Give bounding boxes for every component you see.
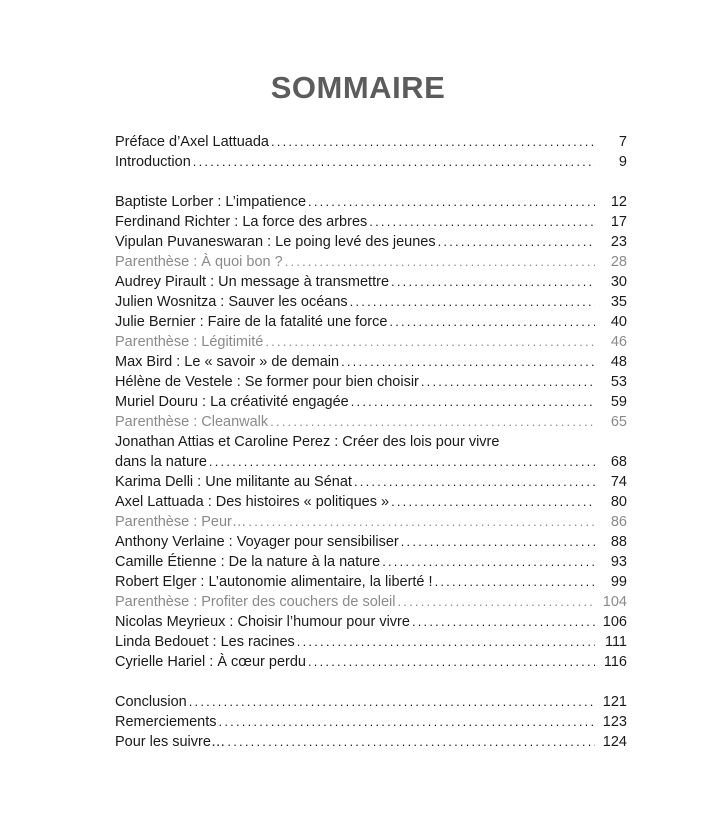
toc-entry[interactable]	[115, 632, 627, 652]
dot-leader	[297, 632, 595, 652]
dot-leader	[341, 352, 595, 372]
toc-entry-page: 23	[610, 234, 627, 250]
toc-entry-label: Robert Elger : L’autonomie alimentaire, la liberté !	[115, 574, 433, 590]
dot-leader	[248, 512, 595, 532]
toc-entry-page: 80	[610, 494, 627, 510]
dot-leader	[285, 252, 595, 272]
dot-leader	[401, 532, 595, 552]
toc-entry-parenthese[interactable]	[115, 592, 627, 612]
toc-entry-label: Karima Delli : Une militante au Sénat	[115, 474, 352, 490]
toc-entry-page: 88	[610, 534, 627, 550]
toc-entry[interactable]	[115, 292, 627, 312]
toc-entry-label: Vipulan Puvaneswaran : Le poing levé des jeunes	[115, 234, 436, 250]
toc-entry-parenthese[interactable]	[115, 412, 627, 432]
dot-leader	[412, 612, 595, 632]
toc-entry-page: 68	[610, 454, 627, 470]
dot-leader	[270, 412, 595, 432]
dot-leader	[350, 292, 595, 312]
dot-leader	[354, 472, 595, 492]
toc-entry-label: dans la nature	[115, 454, 207, 470]
toc-entry-page: 93	[610, 554, 627, 570]
toc-entry-label: Parenthèse : À quoi bon ?	[115, 254, 283, 270]
toc-entry-label: Ferdinand Richter : La force des arbres	[115, 214, 368, 230]
toc-entry-parenthese[interactable]	[115, 252, 627, 272]
toc-entry[interactable]	[115, 612, 627, 632]
toc-entry[interactable]	[115, 312, 627, 332]
toc-entry-label-line1: Jonathan Attias et Caroline Perez : Créer des lois pour vivre	[115, 434, 500, 450]
toc-entry-preface[interactable]	[115, 132, 627, 152]
toc-entry-label: Conclusion	[115, 694, 187, 710]
dot-leader	[369, 212, 595, 232]
section-gap	[115, 672, 627, 692]
dot-leader	[397, 592, 595, 612]
dot-leader	[351, 392, 595, 412]
toc-entry-label: Max Bird : Le « savoir » de demain	[115, 354, 340, 370]
dot-leader	[421, 372, 595, 392]
toc-entry-page: 53	[610, 374, 627, 390]
toc-entry-label: Parenthèse : Profiter des couchers de soleil	[115, 594, 396, 610]
toc-entry-page: 74	[610, 474, 627, 490]
dot-leader	[308, 192, 595, 212]
toc-entry-page: 106	[602, 614, 627, 630]
toc-entry-conclusion[interactable]	[115, 692, 627, 712]
toc-entry-two-line[interactable]	[115, 432, 627, 472]
dot-leader	[438, 232, 595, 252]
toc-entry[interactable]	[115, 392, 627, 412]
toc-entry[interactable]	[115, 192, 627, 212]
toc-entry-label: Linda Bedouet : Les racines	[115, 634, 295, 650]
toc-entry-label: Pour les suivre…	[115, 734, 226, 750]
toc-entry-introduction[interactable]	[115, 152, 627, 172]
toc-entry-page: 99	[610, 574, 627, 590]
dot-leader	[391, 272, 595, 292]
page-title: SOMMAIRE	[270, 70, 446, 105]
toc-entry[interactable]	[115, 572, 627, 592]
toc-entry-label: Anthony Verlaine : Voyager pour sensibiliser	[115, 534, 399, 550]
toc-entry[interactable]	[115, 232, 627, 252]
toc-entry-page: 17	[610, 214, 627, 230]
toc-entry[interactable]	[115, 272, 627, 292]
toc-entry-label: Préface d’Axel Lattuada	[115, 134, 269, 150]
dot-leader	[227, 732, 595, 752]
toc-entry-page: 121	[602, 694, 627, 710]
toc-entry[interactable]	[115, 492, 627, 512]
toc-entry[interactable]	[115, 212, 627, 232]
toc-entry-page: 28	[610, 254, 627, 270]
toc-entry-label: Introduction	[115, 154, 191, 170]
dot-leader	[389, 312, 595, 332]
toc-entry-page: 86	[610, 514, 627, 530]
toc-entry-page: 7	[618, 134, 627, 150]
toc-entry-page: 104	[602, 594, 627, 610]
toc-entry-label: Nicolas Meyrieux : Choisir l’humour pour vivre	[115, 614, 410, 630]
toc-entry-parenthese[interactable]	[115, 332, 627, 352]
toc-entry[interactable]	[115, 652, 627, 672]
toc-entry-page: 116	[603, 654, 627, 670]
toc-entry-page: 59	[610, 394, 627, 410]
toc-entry-line2	[115, 452, 627, 472]
toc-entry-parenthese[interactable]	[115, 512, 627, 532]
toc-entry-label: Camille Étienne : De la nature à la nature	[115, 554, 381, 570]
dot-leader	[435, 572, 595, 592]
toc-entry-label: Audrey Pirault : Un message à transmettre	[115, 274, 390, 290]
toc-entry-pour-les-suivre[interactable]	[115, 732, 627, 752]
toc-entry[interactable]	[115, 532, 627, 552]
toc-entry[interactable]	[115, 352, 627, 372]
toc-entry[interactable]	[115, 372, 627, 392]
toc-entry-page: 111	[604, 634, 627, 650]
toc-entry-page: 48	[610, 354, 627, 370]
dot-leader	[265, 332, 595, 352]
dot-leader	[193, 152, 595, 172]
toc-entry-label: Remerciements	[115, 714, 217, 730]
toc-entry-page: 124	[602, 734, 627, 750]
dot-leader	[391, 492, 595, 512]
toc-entry-page: 46	[610, 334, 627, 350]
toc-entry-label: Baptiste Lorber : L’impatience	[115, 194, 307, 210]
toc-entry[interactable]	[115, 552, 627, 572]
toc-entry-label: Axel Lattuada : Des histoires « politiques »	[115, 494, 390, 510]
toc-entry-label: Parenthèse : Légitimité	[115, 334, 264, 350]
toc-entry-page: 12	[610, 194, 627, 210]
toc-entry-label: Cyrielle Hariel : À cœur perdu	[115, 654, 306, 670]
toc-entry-remerciements[interactable]	[115, 712, 627, 732]
table-of-contents	[115, 132, 627, 752]
toc-entry-page: 30	[610, 274, 627, 290]
dot-leader	[219, 712, 595, 732]
dot-leader	[271, 132, 595, 152]
section-gap	[115, 172, 627, 192]
dot-leader	[209, 452, 595, 472]
toc-entry-label: Parenthèse : Cleanwalk	[115, 414, 269, 430]
toc-entry-label: Julien Wosnitza : Sauver les océans	[115, 294, 348, 310]
toc-entry-label: Hélène de Vestele : Se former pour bien choisir	[115, 374, 419, 390]
toc-entry-page: 123	[602, 714, 627, 730]
toc-entry-page: 40	[610, 314, 627, 330]
dot-leader	[189, 692, 595, 712]
toc-entry-page: 9	[618, 154, 627, 170]
toc-entry[interactable]	[115, 472, 627, 492]
toc-entry-page: 35	[610, 294, 627, 310]
dot-leader	[308, 652, 595, 672]
dot-leader	[382, 552, 595, 572]
toc-entry-label: Julie Bernier : Faire de la fatalité une force	[115, 314, 388, 330]
toc-entry-page: 65	[610, 414, 627, 430]
toc-entry-label: Muriel Douru : La créativité engagée	[115, 394, 349, 410]
toc-entry-label: Parenthèse : Peur…	[115, 514, 247, 530]
